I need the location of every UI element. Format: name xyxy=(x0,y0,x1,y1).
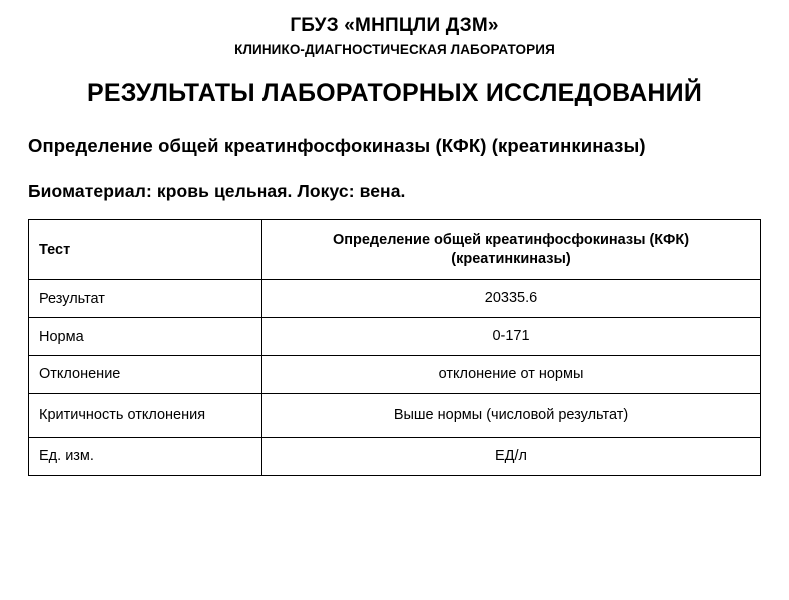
table-row xyxy=(29,318,761,356)
table-row xyxy=(29,437,761,475)
results-table xyxy=(28,219,761,476)
row-label: Норма xyxy=(29,318,262,356)
table-row xyxy=(29,219,761,280)
biomaterial-line: Биоматериал: кровь цельная. Локус: вена. xyxy=(28,180,406,201)
row-value: ЕД/л xyxy=(262,437,761,475)
row-label: Отклонение xyxy=(29,356,262,394)
organization-name: ГБУЗ «МНПЦЛИ ДЗМ» xyxy=(290,15,499,36)
row-value: Определение общей креатинфосфокиназы (КФК) (креатинкиназы) xyxy=(262,219,761,280)
table-row xyxy=(29,393,761,437)
row-label: Критичность отклонения xyxy=(29,393,262,437)
row-value: Выше нормы (числовой результат) xyxy=(262,393,761,437)
row-value: отклонение от нормы xyxy=(262,356,761,394)
test-name-heading: Определение общей креатинфосфокиназы (КФК) (креатинкиназы) xyxy=(28,134,646,156)
page-title: РЕЗУЛЬТАТЫ ЛАБОРАТОРНЫХ ИССЛЕДОВАНИЙ xyxy=(86,78,703,107)
organization-subtitle: КЛИНИКО-ДИАГНОСТИЧЕСКАЯ ЛАБОРАТОРИЯ xyxy=(234,41,555,57)
row-label: Тест xyxy=(29,219,262,280)
row-label: Ед. изм. xyxy=(29,437,262,475)
table-row xyxy=(29,356,761,394)
row-value: 20335.6 xyxy=(262,280,761,318)
row-label: Результат xyxy=(29,280,262,318)
organization-header xyxy=(28,14,761,57)
row-value: 0-171 xyxy=(262,318,761,356)
table-row xyxy=(29,280,761,318)
